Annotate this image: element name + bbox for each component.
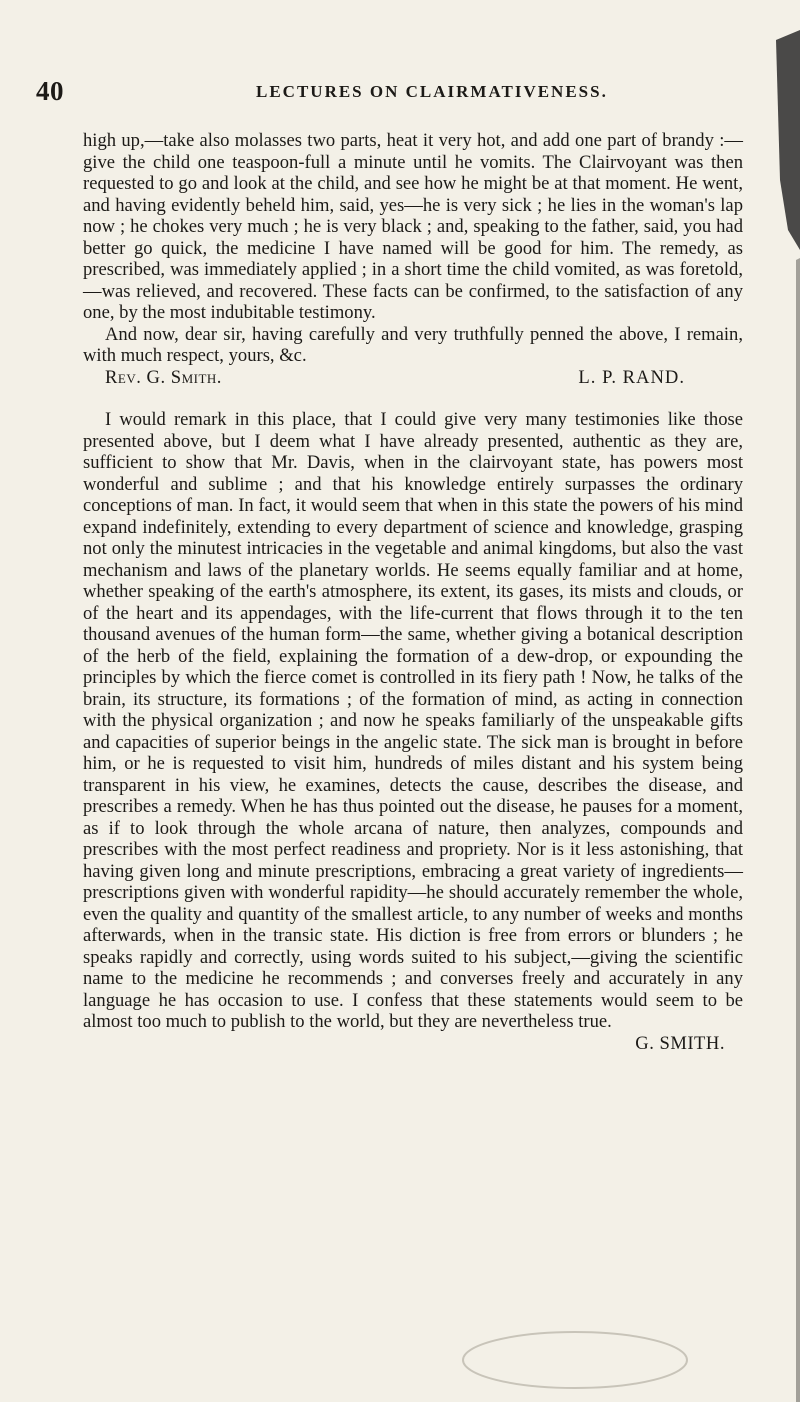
author-signature: G. SMITH.	[635, 1032, 725, 1054]
page-header	[36, 76, 756, 106]
remark-paragraph: I would remark in this place, that I could give very many testimonies like those presented above, but I deem what I have already presented, authentic as they are, sufficient to show that Mr. Davis, when in the clairvoyant state, has powers most wonderful and sublime ; and that his knowledge entirely surpasses the ordinary conceptions of man. In fact, it would seem that when in this state the powers of his mind expand indefinitely, extending to every department of science and knowledge, grasping not only the minutest intricacies in the vegetable and animal kingdoms, but also the vast mechanism and laws of the planetary worlds. He seems equally familiar and at home, whether speaking of the earth's atmosphere, its extent, its gases, its mists and clouds, or of the heart and its appendages, with the life-current that flows through it to the ten thousand avenues of the human form—the same, whether giving a botanical description of the herb of the field, explaining the formation of a dew-drop, or expounding the principles by which the fierce comet is controlled in its fiery path ! Now, he talks of the brain, its structure, its formations ; of the formation of mind, as acting in connection with the physical organization ; and now he speaks familiarly of the unspeakable gifts and capacities of superior beings in the angelic state. The sick man is brought in before him, or he is requested to visit him, hundreds of miles distant and his system being transparent in his view, he examines, detects the cause, describes the disease, and prescribes a remedy. When he has thus pointed out the disease, he pauses for a moment, as if to look through the whole arcana of nature, then analyzes, compounds and prescribes with the most perfect readiness and propriety. Nor is it less astonishing, that having given long and minute prescriptions, embracing a great variety of ingredients—prescriptions given with wonderful rapidity—he should accurately remember the whole, even the quality and quantity of the smallest article, to any number of weeks and months afterwards, when in the transic state. His diction is free from errors or blunders ; he speaks rapidly and correctly, using words suited to his subject,—giving the scientific name to the medicine he recommends ; and converses freely and accurately in any language he has occasion to use. I confess that these statements would seem to be almost too much to publish to the world, but they are nevertheless true.	[83, 409, 743, 1032]
page-number: 40	[36, 76, 64, 106]
library-stamp-icon	[460, 1330, 690, 1390]
running-title: LECTURES ON CLAIRMATIVENESS.	[256, 82, 608, 101]
letter-signer: L. P. RAND.	[578, 366, 685, 388]
letter-addressee: Rev. G. Smith.	[105, 366, 222, 388]
letter-closing: And now, dear sir, having carefully and very truthfully penned the above, I remain, with much respect, yours, &c.	[83, 323, 743, 366]
page-edge-shadow	[758, 0, 800, 1402]
letter-paragraph: high up,—take also molasses two parts, heat it very hot, and add one part of brandy :—give the child one teaspoon-full a minute until he vomits. The Clairvoyant was then requested to go and look at the child, and see how he might be at that moment. He went, and having evidently beheld him, said, yes—he is very sick ; he lies in the woman's lap now ; he chokes very much ; he is very black ; and, speaking to the father, said, you had better go quick, the medicine I have named will be good for him. The remedy, as prescribed, was immediately applied ; in a short time the child vomited, as was foretold,—was relieved, and recovered. These facts can be confirmed, to the satisfaction of any one, by the most indubitable testimony.	[83, 130, 743, 323]
body-text	[83, 130, 743, 1054]
letter-signature-row	[83, 367, 743, 389]
